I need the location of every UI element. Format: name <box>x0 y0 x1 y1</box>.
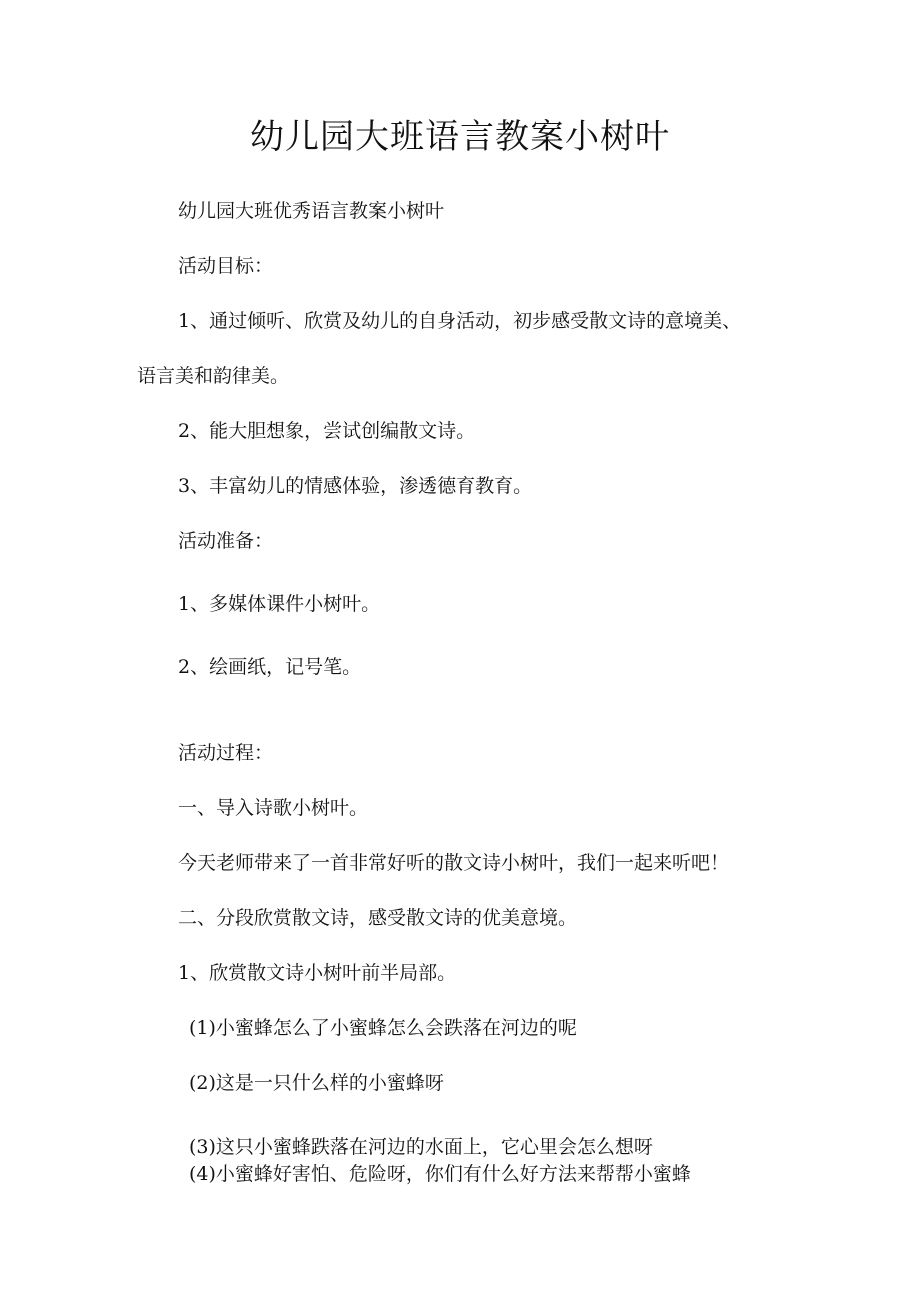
page-title: 幼儿园大班语言教案小树叶 <box>250 117 670 157</box>
section-heading-process: 活动过程： <box>178 742 274 764</box>
question-2: (2)这是一只什么样的小蜜蜂呀 <box>189 1072 444 1094</box>
process-step-1: 一、导入诗歌小树叶。 <box>178 797 369 819</box>
question-4: (4)小蜜蜂好害怕、危险呀，你们有什么好方法来帮帮小蜜蜂 <box>189 1163 691 1185</box>
section-heading-preparation: 活动准备： <box>178 530 274 552</box>
goal-item-3: 3、丰富幼儿的情感体验，渗透德育教育。 <box>178 475 533 497</box>
goal-item-1-continued: 语言美和韵律美。 <box>137 365 290 387</box>
preparation-item-2: 2、绘画纸，记号笔。 <box>178 656 362 678</box>
section-heading-goals: 活动目标： <box>178 255 274 277</box>
process-step-2: 二、分段欣赏散文诗，感受散文诗的优美意境。 <box>178 907 578 929</box>
process-step-1-text: 今天老师带来了一首非常好听的散文诗小树叶，我们一起来听吧！ <box>178 852 730 874</box>
question-1: (1)小蜜蜂怎么了小蜜蜂怎么会跌落在河边的呢 <box>189 1017 577 1039</box>
goal-item-2: 2、能大胆想象，尝试创编散文诗。 <box>178 420 476 442</box>
question-3: (3)这只小蜜蜂跌落在河边的水面上，它心里会怎么想呀 <box>189 1136 653 1158</box>
subtitle-paragraph: 幼儿园大班优秀语言教案小树叶 <box>178 200 445 222</box>
preparation-item-1: 1、多媒体课件小树叶。 <box>178 593 381 615</box>
goal-item-1: 1、通过倾听、欣赏及幼儿的自身活动，初步感受散文诗的意境美、 <box>178 310 742 332</box>
process-step-2-item-1: 1、欣赏散文诗小树叶前半局部。 <box>178 962 457 984</box>
